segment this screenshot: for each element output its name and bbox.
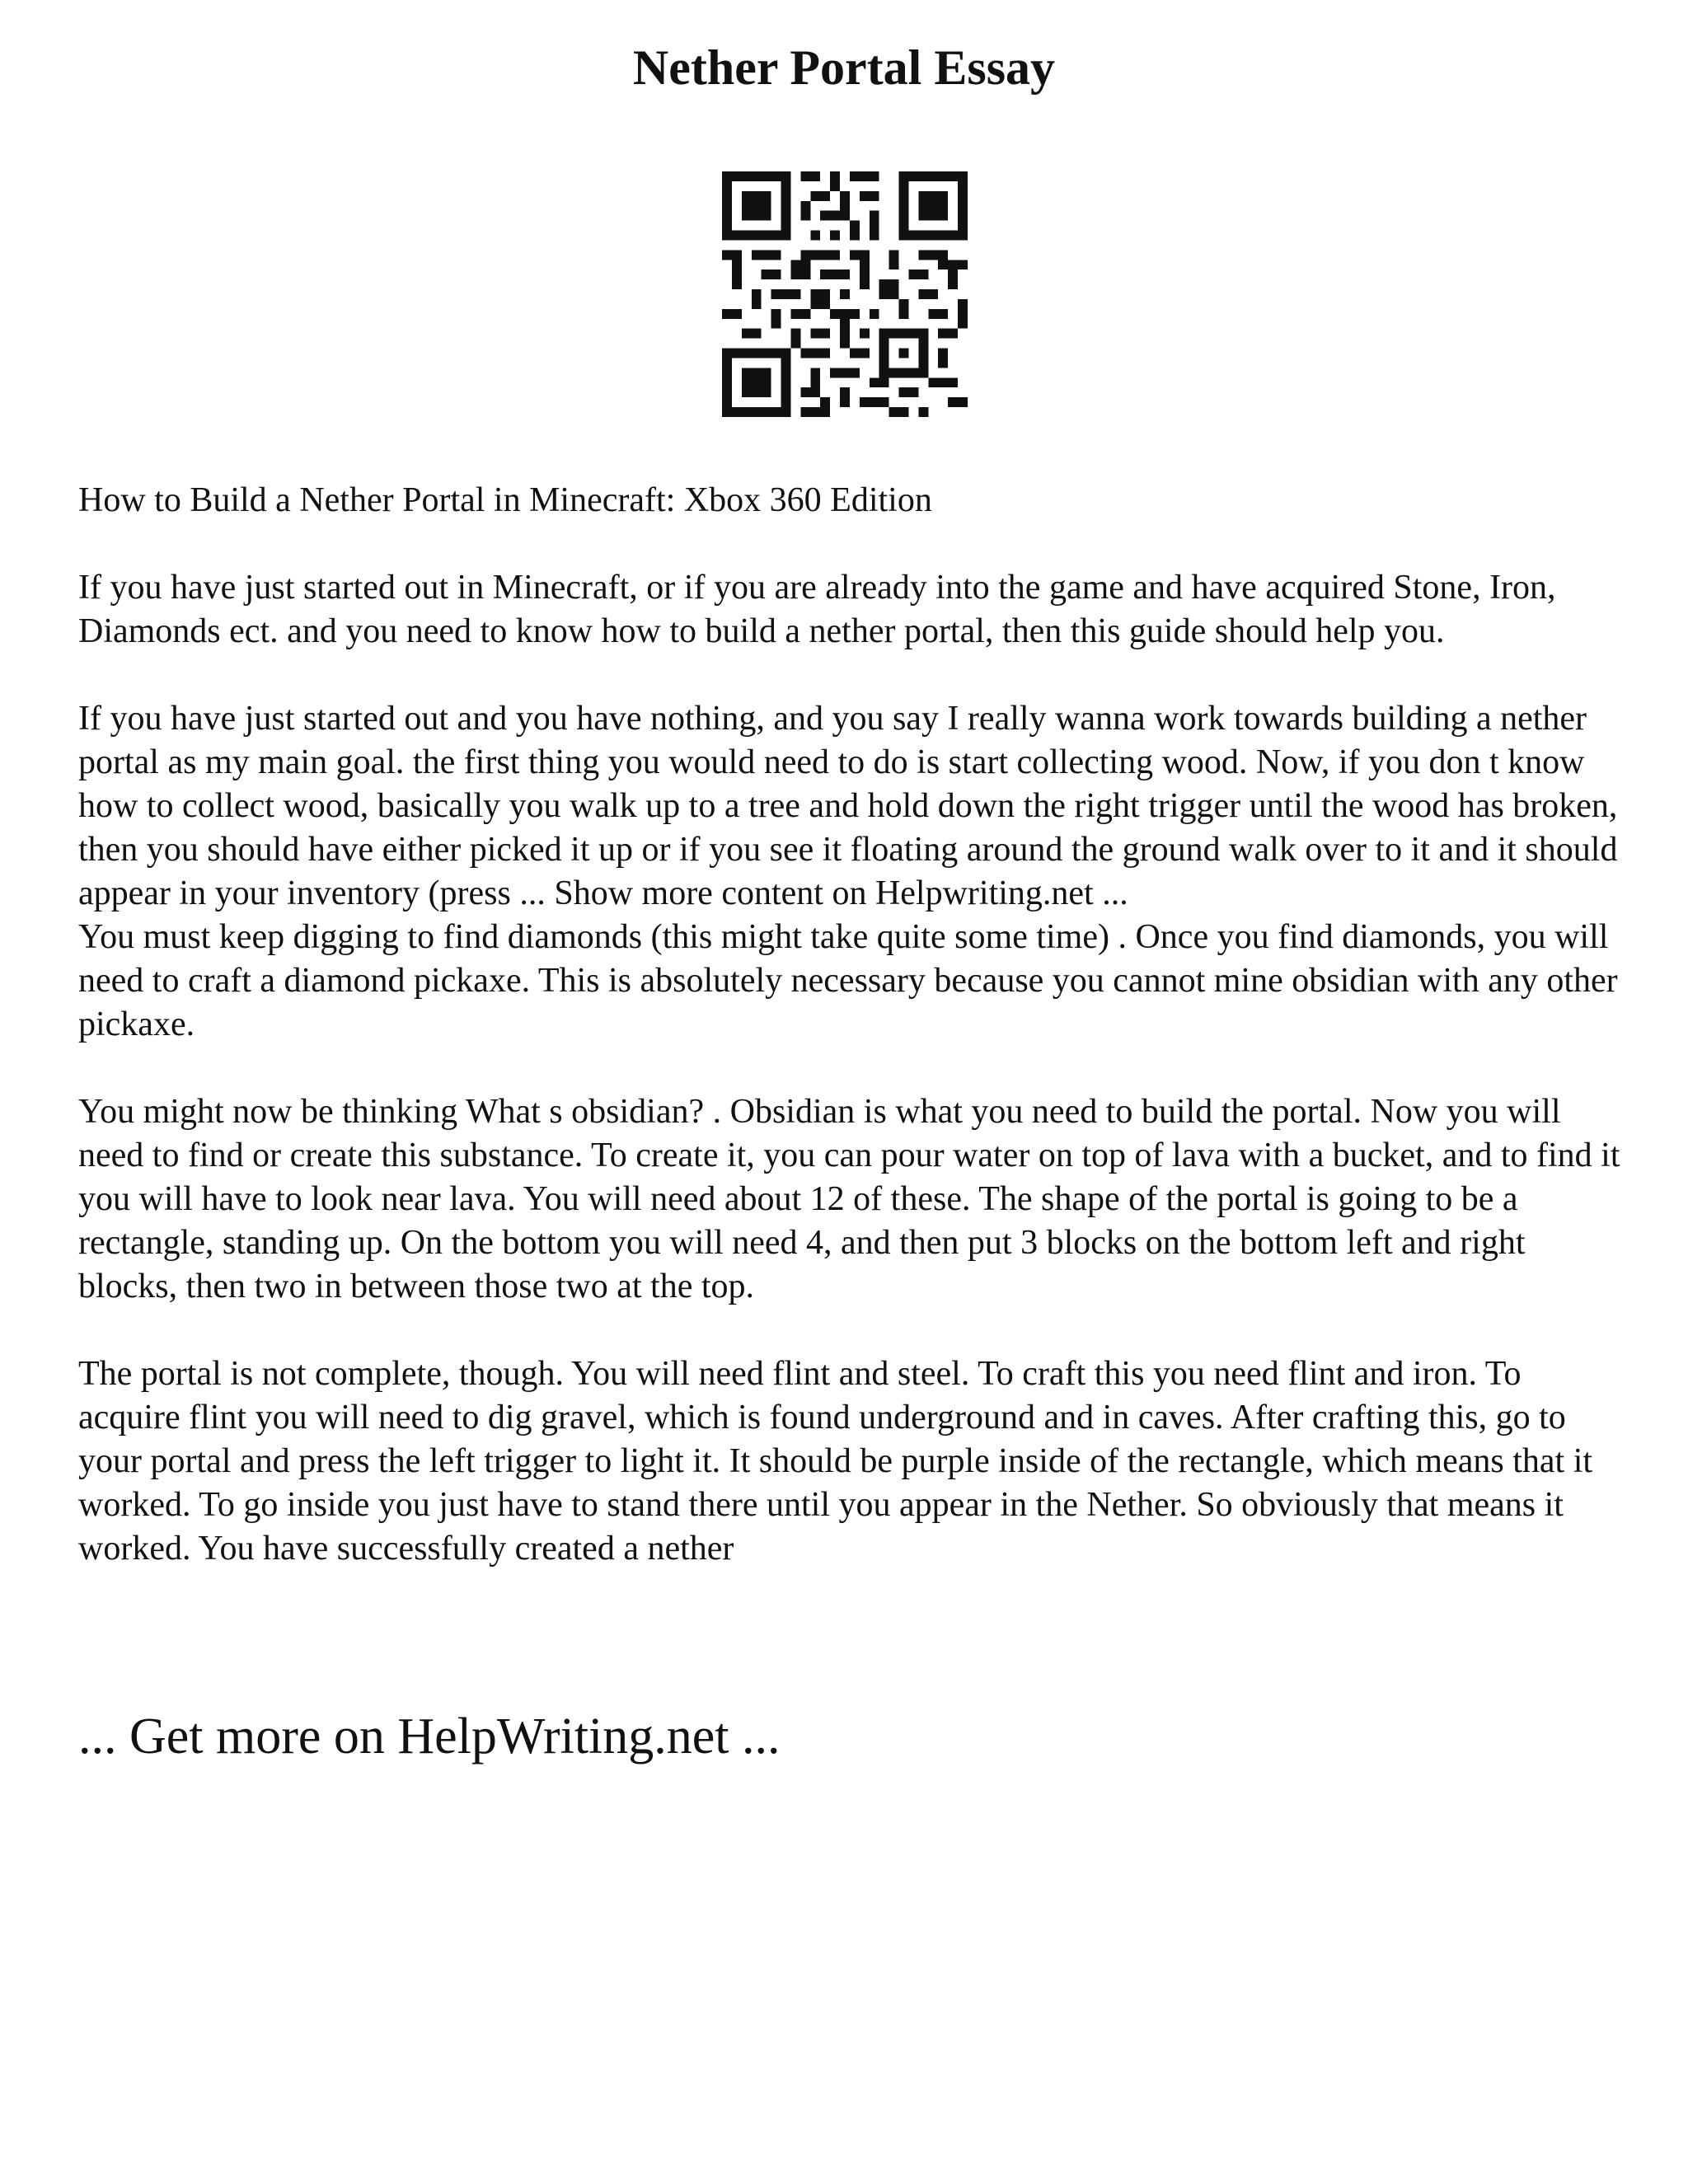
essay-paragraph: You might now be thinking What s obsidian? . Obsidian is what you need to build the portal. Now you will need to find or create this substance. To create it, you can pour water on top of lava with a bucket, and to find it you will have to look near lava. You will need about 12 of these. The shape of the portal is going to be a rectangle, standing up. On the bottom you will need 4, and then put 3 blocks on the bottom left and right blocks, then two in between those two at the top. (78, 1093, 1620, 1305)
paragraph-gap (78, 1047, 1628, 1090)
essay-paragraph: If you have just started out and you have nothing, and you say I really wanna work towards building a nether portal as my main goal. the first thing you would need to do is start collecting wood. Now, if you don t know how to collect wood, basically you walk up to a tree and hold down the right trigger until the wood has broken, then you should have either picked it up or if you see it floating around the ground walk over to it and it should appear in your inventory (press ... Show more content on Helpwriting.net ... (78, 700, 1618, 912)
paragraph-gap (78, 523, 1628, 566)
paragraph-gap (78, 1309, 1628, 1352)
essay-paragraph: You must keep digging to find diamonds (this might take quite some time) . Once you find diamonds, you will need to craft a diamond pickaxe. This is absolutely necessary because you cannot mine obsidian with any other pickaxe. (78, 918, 1618, 1043)
page-title: Nether Portal Essay (632, 40, 1056, 95)
essay-paragraph: The portal is not complete, though. You will need flint and steel. To craft this you need flint and iron. To acquire flint you will need to dig gravel, which is found underground and in caves. After crafting this, go to your portal and press the left trigger to light it. It should be purple inside of the rectangle, which means that it worked. To go inside you just have to stand there until you appear in the Nether. So obviously that means it worked. You have successfully created a nether (78, 1355, 1593, 1568)
qr-code-icon (722, 171, 968, 417)
essay-body (78, 479, 1628, 1571)
paragraph-gap (78, 654, 1628, 697)
essay-subtitle: How to Build a Nether Portal in Minecraft: Xbox 360 Edition (78, 481, 932, 519)
essay-paragraph: If you have just started out in Minecraft, or if you are already into the game and have acquired Stone, Iron, Diamonds ect. and you need to know how to build a nether portal, then this guide should help you. (78, 569, 1556, 650)
get-more-link[interactable]: ... Get more on HelpWriting.net ... (78, 1708, 781, 1765)
